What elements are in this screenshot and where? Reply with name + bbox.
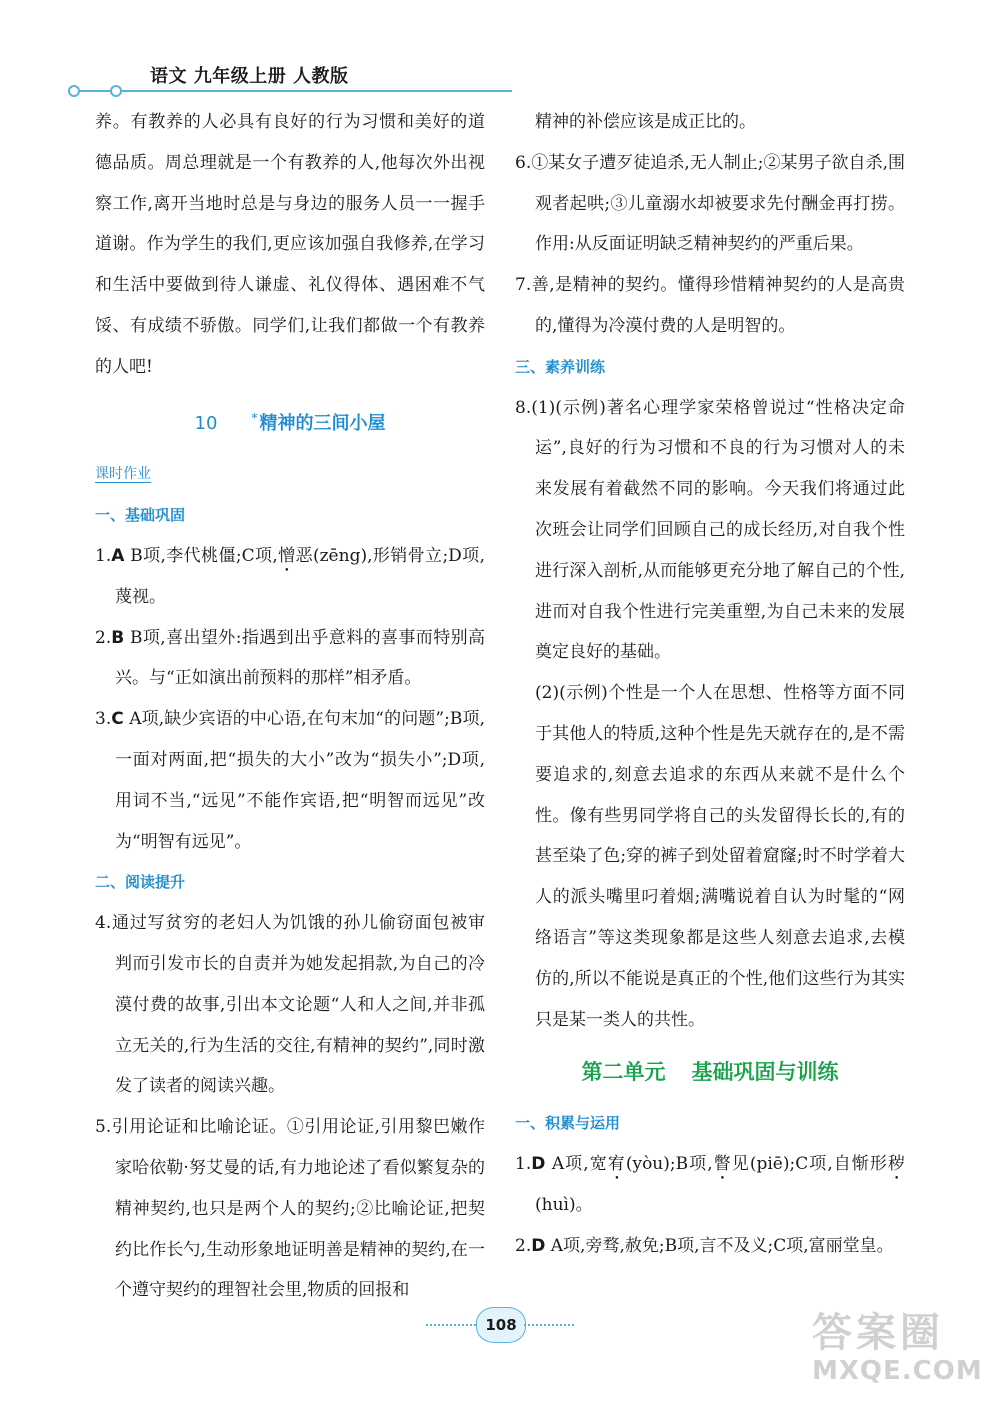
answer-6: 6.①某女子遭歹徒追杀,无人制止;②某男子欲自杀,围观者起哄;③儿童溺水却被要求先付酬金再打捞。作用:从反面证明缺乏精神契约的严重后果。 [515, 152, 905, 255]
section-accumulation: 一、积累与运用 [515, 1114, 621, 1133]
page-number: 108 [476, 1307, 526, 1343]
page-header [0, 0, 1000, 100]
answer-5-continued: 精神的补偿应该是成正比的。 [535, 112, 756, 132]
unit-answer-2: 2.D A项,旁骛,赦免;B项,言不及义;C项,富丽堂皇。 [515, 1235, 894, 1256]
answer-8-part1: 8.(1)(示例)著名心理学家荣格曾说过“性格决定命运”,良好的行为习惯和不良的行为习惯对人的未来发展有着截然不同的影响。今天我们将通过此次班会让同学们回顾自己的成长经历,对自我个性进行深入剖析,从而能够更充分地了解自己的个性,进而对自我个性进行完美重塑,为自己未来的发展奠定良好的基础。 [515, 397, 905, 663]
header-rule [72, 90, 512, 92]
unit-number: 第二单元 [581, 1060, 666, 1085]
homework-label: 课时作业 [95, 466, 151, 483]
answer-7: 7.善,是精神的契约。懂得珍惜精神契约的人是高贵的,懂得为冷漠付费的人是明智的。 [515, 275, 905, 336]
section-basic: 一、基础巩固 [95, 506, 186, 525]
unit-answer-1: 1.D A项,宽宥(yòu);B项,瞥见(piē);C项,自惭形秽(huì)。 [515, 1153, 905, 1215]
watermark-url: MXQE.COM [812, 1356, 983, 1386]
answer-1: 1.A B项,李代桃僵;C项,憎恶(zēng),形销骨立;D项,蔑视。 [95, 545, 485, 607]
footer-dots-left [426, 1324, 476, 1326]
watermark-text: 答案圈 [812, 1310, 944, 1356]
left-column [95, 102, 485, 1311]
lesson-number: 10 [194, 412, 218, 434]
right-column [515, 102, 905, 1266]
book-title: 语文 九年级上册 人教版 [150, 66, 349, 87]
lesson-title [95, 398, 485, 445]
answer-paragraph-continued: 养。有教养的人必具有良好的行为习惯和美好的道德品质。周总理就是一个有教养的人,他每次外出视察工作,离开当地时总是与身边的服务人员一一握手道谢。作为学生的我们,更应该加强自我修养,在学习和生活中要做到待人谦虚、礼仪得体、遇困难不气馁、有成绩不骄傲。同学们,让我们都做一个有教养的人吧! [95, 112, 485, 377]
footer-dots-right [524, 1324, 574, 1326]
answer-3: 3.C A项,缺少宾语的中心语,在句末加“的问题”;B项,一面对两面,把“损失的大小”改为“损失小”;D项,用词不当,“远见”不能作宾语,把“明智而远见”改为“明智有远见”。 [95, 709, 485, 852]
unit-name: 基础巩固与训练 [691, 1060, 839, 1085]
lesson-name: 精神的三间小屋 [259, 412, 386, 434]
section-literacy: 三、素养训练 [515, 357, 606, 376]
page-footer [420, 1306, 580, 1346]
header-dot-right [110, 85, 122, 97]
answer-2: 2.B B项,喜出望外:指遇到出乎意料的喜事而特别高兴。与“正如演出前预料的那样”相矛盾。 [95, 627, 485, 689]
section-reading: 二、阅读提升 [95, 873, 186, 892]
answer-5: 5.引用论证和比喻论证。①引用论证,引用黎巴嫩作家哈依勒·努艾曼的话,有力地论述了看似繁复杂的精神契约,也只是两个人的契约;②比喻论证,把契约比作长勺,生动形象地证明善是精神的契约,在一个遵守契约的理智社会里,物质的回报和 [95, 1117, 485, 1301]
answer-8-part2: (2)(示例)个性是一个人在思想、性格等方面不同于其他人的特质,这种个性是先天就存在的,是不需要追求的,刻意去追求的东西从来就不是什么个性。像有些男同学将自己的头发留得长长的,有的甚至染了色;穿的裤子到处留着窟窿;时不时学着大人的派头嘴里叼着烟;满嘴说着自认为时髦的“网络语言”等这类现象都是这些人刻意去追求,去模仿的,所以不能说是真正的个性,他们这些行为其实只是某一类人的共性。 [535, 683, 905, 1030]
answer-4: 4.通过写贫穷的老妇人为饥饿的孙儿偷窃面包被审判而引发市长的自责并为她发起捐款,为自己的冷漠付费的故事,引出本文论题“人和人之间,并非孤立无关的,行为生活的交往,有精神的契约”,同时激发了读者的阅读兴趣。 [95, 913, 485, 1097]
unit-title [515, 1052, 905, 1093]
lesson-star: * [251, 410, 258, 425]
watermark-logo [812, 1310, 992, 1395]
header-dot-left [68, 85, 80, 97]
